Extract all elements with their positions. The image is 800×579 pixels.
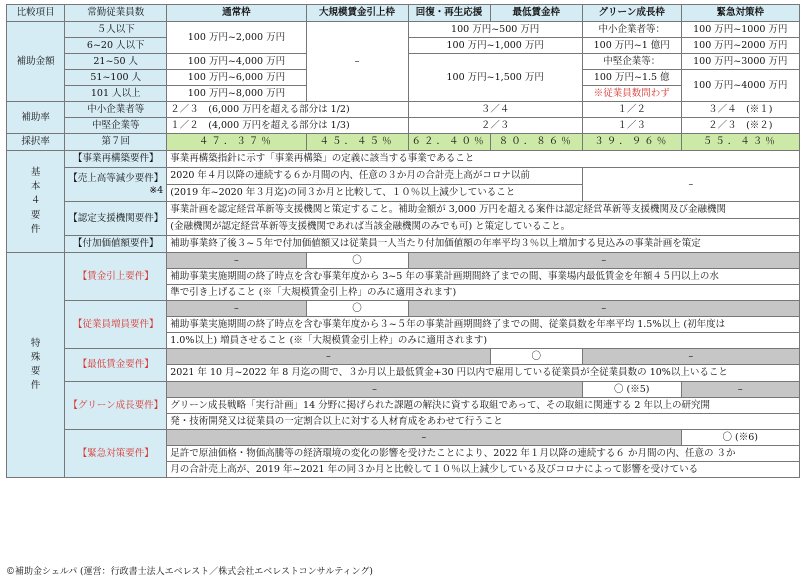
min-wage-text: 2021 年 10 月~2022 年 8 月迄の間で、３か月以上最低賃金+30 円以内で雇用している従業員が全従業員数の 10%以上いること [167,365,800,382]
sales-decrease-label: 【売上高等減少要件】 ※4 [65,168,167,202]
emergency-amount-1: 100 万円~1000 万円 [681,22,799,38]
header-item: 比較項目 [7,5,65,22]
support-org-label: 【認定支援機関要件】 [65,202,167,236]
employees-row-5: 101 人以上 [65,86,167,102]
header-min-wage: 最低賃金枠 [490,5,582,22]
header-green: グリーン成長枠 [582,5,681,22]
header-employees: 常勤従業員数 [65,5,167,22]
adoption-round: 第７回 [65,134,167,151]
adoption-label: 採択率 [7,134,65,151]
recovery-amount-3: 100 万円~1,500 万円 [408,54,582,102]
employee-text-1: 補助事業実施期間の終了時点を含む事業年度から３~５年の事業計画期間終了までの間、従業員数を年率平均 1.5%以上 (初年度は [167,317,800,333]
restructure-text: 事業再構築指針に示す「事業再構築」の定義に該当する事業であること [167,151,800,168]
header-emergency: 緊急対策枠 [681,5,799,22]
header-normal: 通常枠 [167,5,306,22]
adoption-recovery: ６２．４０％ [408,134,490,151]
adoption-green: ３９．９６％ [582,134,681,151]
restructure-label: 【事業再構築要件】 [65,151,167,168]
employees-row-3: 21~50 人 [65,54,167,70]
employee-mark-normal: – [167,301,306,317]
special-label: 特 殊 要 件 [7,253,65,478]
rate-normal-sme: ２／３ (6,000 万円を超える部分は 1/2) [167,102,408,118]
rate-green-sme: １／２ [582,102,681,118]
header-large-wage: 大規模賃金引上枠 [306,5,408,22]
normal-amount-1: 100 万円~2,000 万円 [167,22,306,54]
normal-amount-4: 100 万円~8,000 万円 [167,86,306,102]
rate-normal-mid: １／２ (4,000 万円を超える部分は 1/3) [167,118,408,134]
adoption-emergency: ５５．４３％ [681,134,799,151]
support-org-text-2: (金融機関が認定経営革新等支援機関であれば当該金融機関のみでも可) と策定していること。 [167,219,800,236]
employee-increase-label: 【従業員増員要件】 [65,301,167,349]
green-amount-1: 中小企業者等： [582,22,681,38]
adoption-min-wage: ８０．８６％ [490,134,582,151]
rate-green-mid: １／３ [582,118,681,134]
sales-decrease-dash: – [582,168,799,202]
recovery-amount-1: 100 万円~500 万円 [408,22,582,38]
rate-label: 補助率 [7,102,65,134]
wage-mark-others: – [408,253,799,269]
employee-mark-others: – [408,301,799,317]
min-wage-mark-left: – [167,349,490,365]
large-wage-amount: – [306,22,408,102]
subsidy-label: 補助金額 [7,22,65,102]
emergency-text-2: 月の合計売上高が、2019 年~2021 年の同３か月と比較して１０％以上減少している及びコロナによって影響を受けている [167,462,800,478]
wage-mark-normal: – [167,253,306,269]
emergency-amount-3: 100 万円~3000 万円 [681,54,799,70]
basic-label: 基 本 ４ 要 件 [7,151,65,253]
green-amount-2: 100 万円~1 億円 [582,38,681,54]
emergency-amount-4: 100 万円~4000 万円 [681,70,799,102]
wage-mark-large: 〇 [306,253,408,269]
green-note: ※従業員数問わず [582,86,681,102]
green-mark-left: – [167,382,583,398]
green-amount-4: 100 万円~1.5 億 [582,70,681,86]
emergency-mark-left: – [167,430,681,446]
employees-row-2: 6~20 人以下 [65,38,167,54]
green-mark-right: – [681,382,799,398]
green-growth-label: 【グリーン成長要件】 [65,382,167,430]
rate-emergency-mid: ２／３ (※２) [681,118,799,134]
recovery-amount-2: 100 万円~1,000 万円 [408,38,582,54]
rate-recovery-mid: ２／３ [408,118,582,134]
comparison-table [6,4,800,478]
wage-text-2: 準で引き上げること (※「大規模賃金引上枠」のみに適用されます) [167,285,800,301]
normal-amount-3: 100 万円~6,000 万円 [167,70,306,86]
footer-copyright: ©補助金シェルパ (運営：行政書士法人エベレスト／株式会社エベレストコンサルティング) [6,567,373,577]
rate-emergency-sme: ３／４ (※１) [681,102,799,118]
value-added-text: 補助事業終了後３~５年で付加価値額又は従業員一人当たり付加価値額の年率平均３％以上増加する見込みの事業計画を策定 [167,236,800,253]
wage-label: 【賃金引上要件】 [65,253,167,301]
employee-mark-large: 〇 [306,301,408,317]
adoption-large-wage: ４５．４５％ [306,134,408,151]
employee-text-2: 1.0%以上) 増員させること (※「大規模賃金引上枠」のみに適用されます) [167,333,800,349]
rate-sme-label: 中小企業者等 [65,102,167,118]
emergency-mark: 〇 (※6) [681,430,799,446]
support-org-text-1: 事業計画を認定経営革新等支援機関と策定すること。補助金額が 3,000 万円を超える案件は認定経営革新等支援機関及び金融機関 [167,202,800,219]
employees-row-4: 51~100 人 [65,70,167,86]
adoption-normal: ４７．３７％ [167,134,306,151]
rate-mid-label: 中堅企業等 [65,118,167,134]
sales-decrease-text-2: (2019 年~2020 年３月迄)の同３か月と比較して、１０％以上減少していること [167,185,583,202]
green-amount-3: 中堅企業等： [582,54,681,70]
emergency-text-1: 足許で原油価格・物価高騰等の経済環境の変化の影響を受けたことにより、2022 年１月以降の連続する６ か月間の内、任意の ３か [167,446,800,462]
rate-recovery-sme: ３／４ [408,102,582,118]
min-wage-mark-right: – [582,349,799,365]
normal-amount-2: 100 万円~4,000 万円 [167,54,306,70]
value-added-label: 【付加価値額要件】 [65,236,167,253]
wage-text-1: 補助事業実施期間の終了時点を含む事業年度から 3~5 年の事業計画期間終了までの間、事業場内最低賃金を年額４５円以上の水 [167,269,800,285]
sales-decrease-text-1: 2020 年４月以降の連続する６か月間の内、任意の３か月の合計売上高がコロナ以前 [167,168,583,185]
min-wage-label: 【最低賃金要件】 [65,349,167,382]
emergency-label: 【緊急対策要件】 [65,430,167,478]
green-mark: 〇 (※5) [582,382,681,398]
green-text-2: 発・技術開発又は従業員の一定割合以上に対する人材育成をあわせて行うこと [167,414,800,430]
employees-row-1: ５人以下 [65,22,167,38]
green-text-1: グリーン成長戦略「実行計画」14 分野に掲げられた課題の解決に資する取組であって、その取組に関連する 2 年以上の研究開 [167,398,800,414]
header-recovery: 回復・再生応援 [408,5,490,22]
min-wage-mark: 〇 [490,349,582,365]
emergency-amount-2: 100 万円~2000 万円 [681,38,799,54]
